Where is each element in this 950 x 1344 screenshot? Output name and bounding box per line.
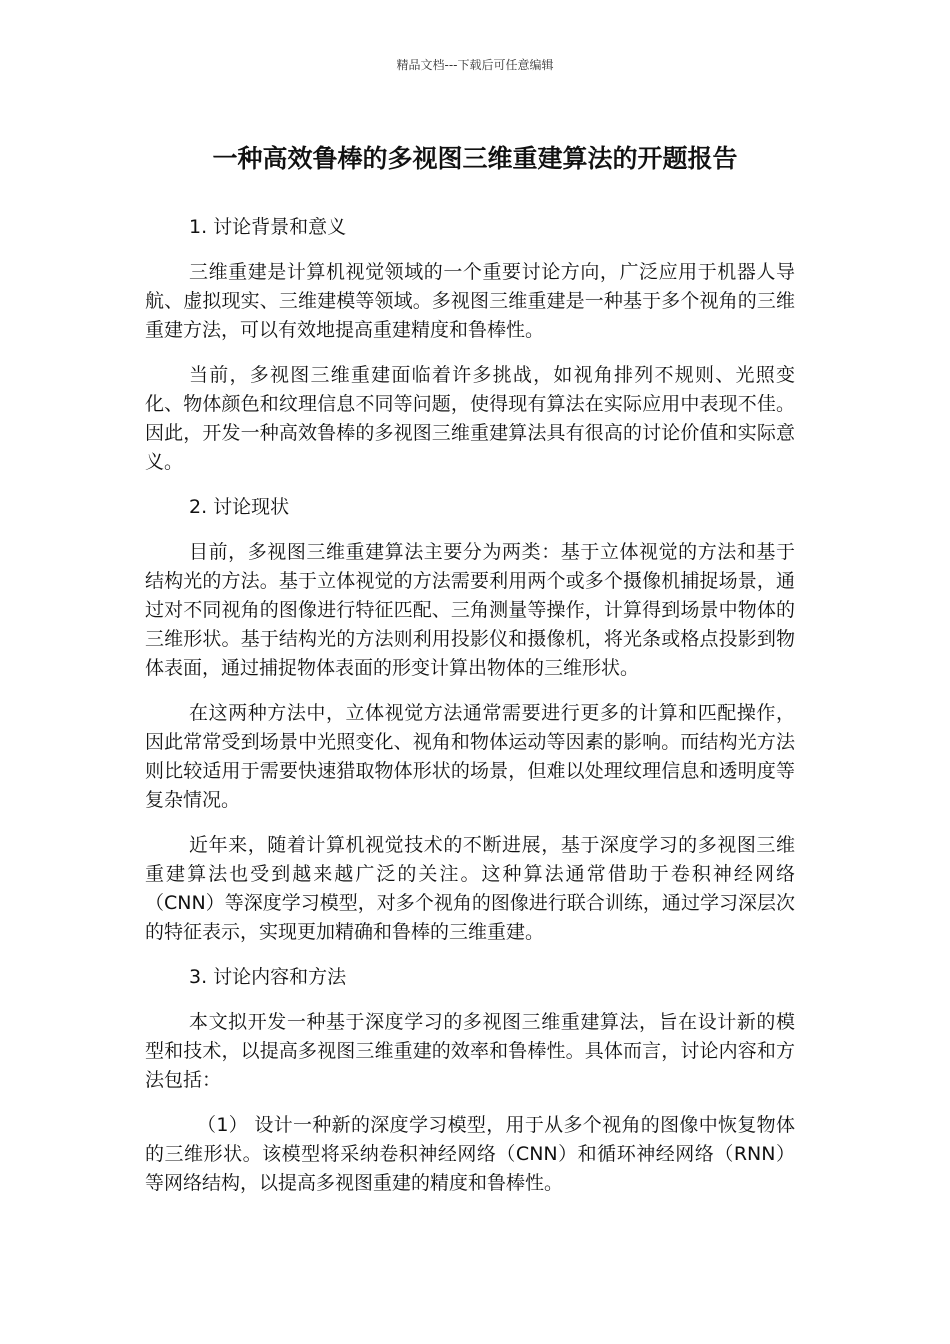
- paragraph: 近年来，随着计算机视觉技术的不断进展，基于深度学习的多视图三维重建算法也受到越来越广泛的关注。这种算法通常借助于卷积神经网络（CNN）等深度学习模型，对多个视角的图像进行联合训练，通过学习深层次的特征表示，实现更加精确和鲁棒的三维重建。: [145, 834, 795, 943]
- paragraph: 三维重建是计算机视觉领域的一个重要讨论方向，广泛应用于机器人导航、虚拟现实、三维建模等领域。多视图三维重建是一种基于多个视角的三维重建方法，可以有效地提高重建精度和鲁棒性。: [145, 261, 795, 341]
- paragraph: 目前，多视图三维重建算法主要分为两类：基于立体视觉的方法和基于结构光的方法。基于立体视觉的方法需要利用两个或多个摄像机捕捉场景，通过对不同视角的图像进行特征匹配、三角测量等操作，计算得到场景中物体的三维形状。基于结构光的方法则利用投影仪和摄像机，将光条或格点投影到物体表面，通过捕捉物体表面的形变计算出物体的三维形状。: [145, 541, 795, 679]
- section-heading-content-methods: 3. 讨论内容和方法: [189, 966, 347, 988]
- paragraph: 当前，多视图三维重建面临着许多挑战，如视角排列不规则、光照变化、物体颜色和纹理信息不同等问题，使得现有算法在实际应用中表现不佳。因此，开发一种高效鲁棒的多视图三维重建算法具有很高的讨论价值和实际意义。: [145, 364, 795, 473]
- section-heading-background: 1. 讨论背景和意义: [189, 216, 347, 238]
- list-item: （1） 设计一种新的深度学习模型，用于从多个视角的图像中恢复物体的三维形状。该模型将采纳卷积神经网络（CNN）和循环神经网络（RNN）等网络结构，以提高多视图重建的精度和鲁棒性。: [145, 1114, 795, 1194]
- page-header: 精品文档---下载后可任意编辑: [396, 58, 554, 72]
- paragraph: 本文拟开发一种基于深度学习的多视图三维重建算法，旨在设计新的模型和技术，以提高多视图三维重建的效率和鲁棒性。具体而言，讨论内容和方法包括：: [145, 1011, 795, 1091]
- document-body: [145, 213, 795, 1214]
- document-title: 一种高效鲁棒的多视图三维重建算法的开题报告: [212, 144, 738, 173]
- paragraph: 在这两种方法中，立体视觉方法通常需要进行更多的计算和匹配操作，因此常常受到场景中光照变化、视角和物体运动等因素的影响。而结构光方法则比较适用于需要快速猎取物体形状的场景，但难以处理纹理信息和透明度等复杂情况。: [145, 702, 795, 811]
- section-heading-status: 2. 讨论现状: [189, 496, 290, 518]
